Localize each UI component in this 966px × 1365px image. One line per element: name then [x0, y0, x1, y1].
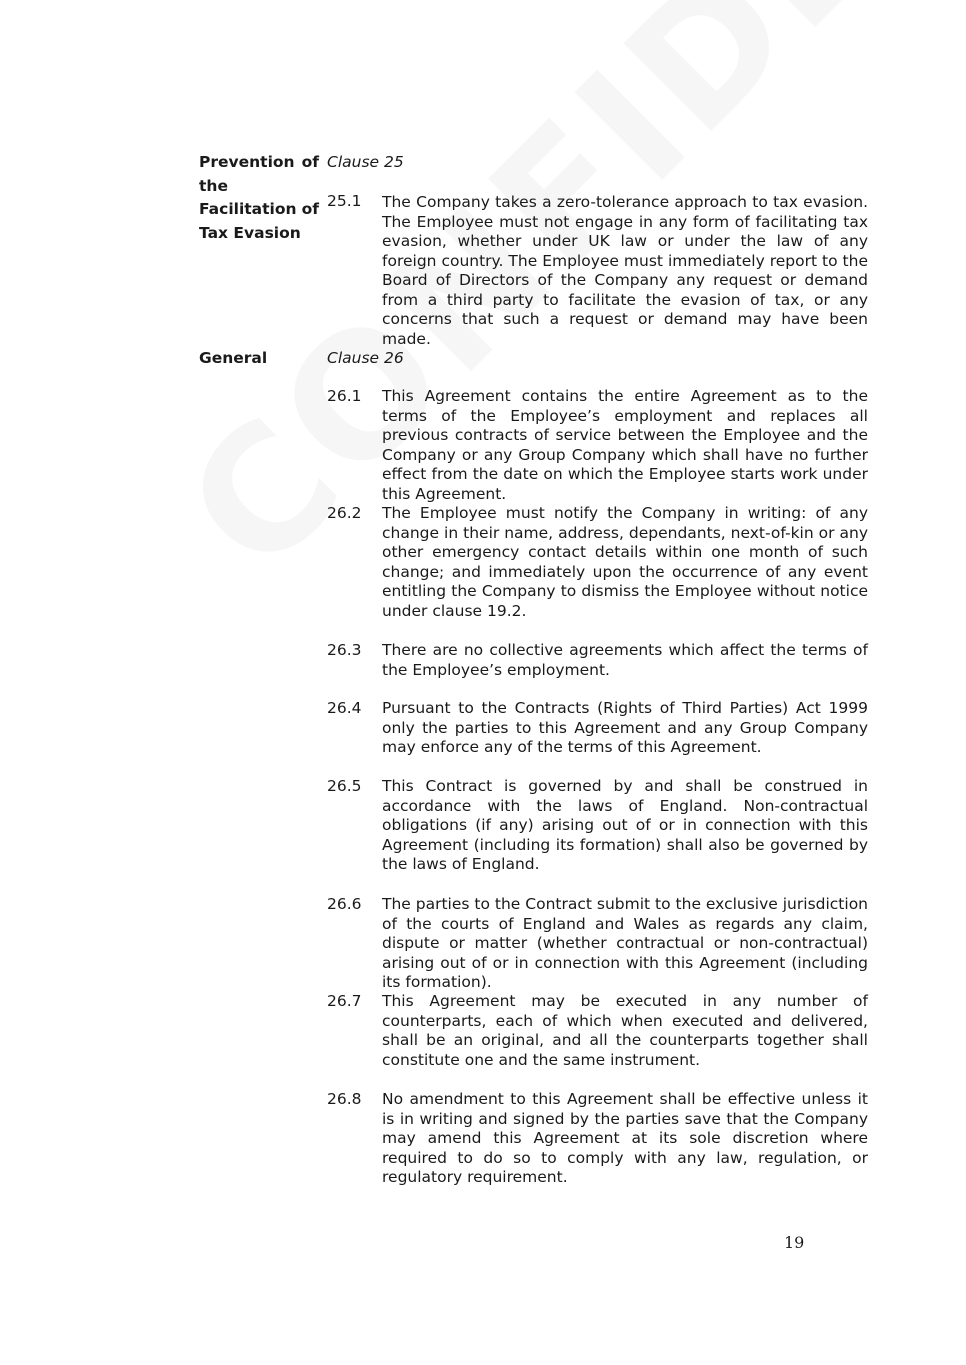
clause-text: The parties to the Contract submit to the exclusive jurisdiction of the courts of England and Wales as regards any claim, dispute or matter (whether contractual or non-contractual) arising out of or in connection with this Agreement (including its formation).: [382, 895, 868, 991]
clause-number: 26.4: [327, 699, 362, 717]
clause-number: 26.8: [327, 1090, 362, 1108]
clause-number: 26.7: [327, 992, 362, 1010]
clause-text: Pursuant to the Contracts (Rights of Third Parties) Act 1999 only the parties to this Agreement and any Group Company may enforce any of the terms of this Agreement.: [382, 699, 868, 756]
clause-number: 26.3: [327, 641, 362, 659]
clause-text: The Employee must notify the Company in writing: of any change in their name, address, dependants, next-of-kin or any other emergency contact details within one month of such change; and immediately upon the occurrence of any event entitling the Company to dismiss the Employee without notice under clause 19.2.: [382, 504, 868, 620]
clause-text: The Company takes a zero-tolerance approach to tax evasion. The Employee must not engage in any form of facilitating tax evasion, whether under UK law or under the law of any foreign country. The Employee must immediately report to the Board of Directors of the Company any request or demand from a third party to facilitate the evasion of tax, or any concerns that such a request or demand may have been made.: [382, 193, 868, 348]
clause-text: No amendment to this Agreement shall be effective unless it is in writing and signed by the parties save that the Company may amend this Agreement at its sole discretion where required to do so to comply with any law, regulation, or regulatory requirement.: [382, 1090, 868, 1186]
clause-26-heading: General: [199, 349, 268, 367]
clause-number: 26.2: [327, 504, 362, 522]
clause-text: This Contract is governed by and shall be construed in accordance with the laws of England. Non-contractual obligations (if any) arising out of or in connection with this Agreement (including its formation) shall also be governed by the laws of England.: [382, 777, 868, 873]
clause-26-title: Clause 26: [327, 349, 404, 367]
clause-text: There are no collective agreements which affect the terms of the Employee’s employment.: [382, 641, 868, 679]
heading-word: Tax Evasion: [199, 223, 301, 242]
heading-word: of: [301, 200, 319, 218]
clause-number: 25.1: [327, 192, 362, 210]
heading-word: Facilitation: [199, 200, 297, 218]
heading-word: of: [301, 153, 319, 171]
clause-text: This Agreement may be executed in any number of counterparts, each of which when executed and delivered, shall be an original, and all the counterparts together shall constitute one and the same instrument.: [382, 992, 868, 1069]
clause-text: This Agreement contains the entire Agreement as to the terms of the Employee’s employment and replaces all previous contracts of service between the Employee and the Company or any Group Company which shall have no further effect from the date on which the Employee starts work under this Agreement.: [382, 387, 868, 503]
clause-number: 26.5: [327, 777, 362, 795]
clause-25-heading: [199, 151, 319, 245]
clause-number: 26.1: [327, 387, 362, 405]
clause-number: 26.6: [327, 895, 362, 913]
page-number: 19: [784, 1233, 805, 1252]
clause-25-title: Clause 25: [327, 153, 404, 171]
heading-word: Prevention: [199, 153, 295, 171]
heading-word: the: [199, 176, 228, 195]
